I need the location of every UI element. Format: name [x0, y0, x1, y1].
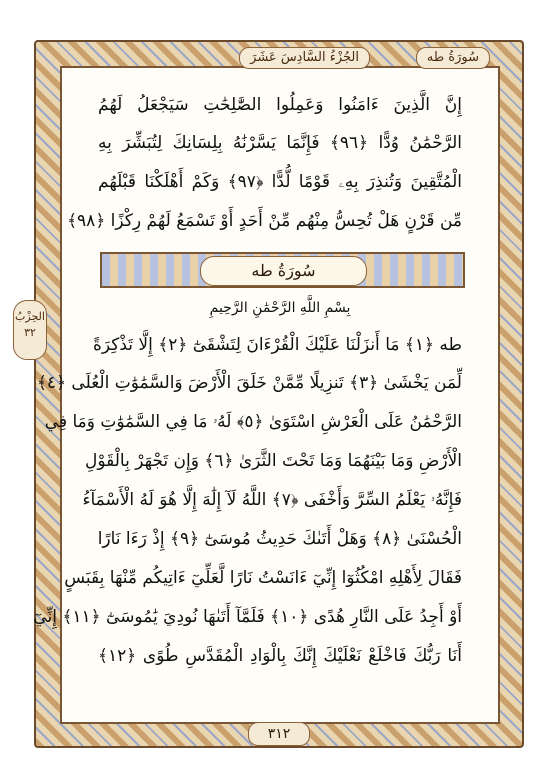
basmala: بِسْمِ اللَّهِ الرَّحْمَٰنِ الرَّحِيمِ	[209, 300, 351, 316]
verse-line: الْأَرْضِ وَمَا بَيْنَهُمَا وَمَا تَحْتَ الثَّرَىٰ ﴿٦﴾ وَإِن تَجْهَرْ بِالْقَوْلِ	[85, 451, 462, 471]
hizb-number: ٣٢	[24, 326, 36, 339]
verse-line: أَنَا رَبُّكَ فَاخْلَعْ نَعْلَيْكَ إِنَّكَ بِالْوَادِ الْمُقَدَّسِ طُوًى ﴿١٢﴾	[98, 646, 462, 666]
surah-title: سُورَةُ طه	[200, 256, 367, 286]
verse-line: إِنَّ الَّذِينَ ءَامَنُوا وَعَمِلُوا الصَّٰلِحَٰتِ سَيَجْعَلُ لَهُمُ	[98, 95, 462, 115]
hizb-marker	[13, 300, 47, 360]
verse-line: طه ﴿١﴾ مَا أَنزَلْنَا عَلَيْكَ الْقُرْءَانَ لِتَشْقَىٰٓ ﴿٢﴾ إِلَّا تَذْكِرَةً	[92, 335, 462, 355]
page-number: ٣١٢	[248, 722, 310, 746]
verse-line: الرَّحْمَٰنُ وُدًّا ﴿٩٦﴾ فَإِنَّمَا يَسَّرْنَٰهُ بِلِسَانِكَ لِتُبَشِّرَ بِهِ	[98, 133, 462, 153]
verse-line: أَوْ أَجِدُ عَلَى النَّارِ هُدًى ﴿١٠﴾ فَلَمَّآ أَتَىٰهَا نُودِيَ يَٰمُوسَىٰٓ ﴿١١﴾ إِنِّيٓ	[33, 607, 462, 627]
verse-line: مِّن قَرْنٍ هَلْ تُحِسُّ مِنْهُم مِّنْ أَحَدٍ أَوْ تَسْمَعُ لَهُمْ رِكْزًا ﴿٩٨﴾	[67, 211, 462, 231]
verse-line: لِّمَن يَخْشَىٰ ﴿٣﴾ تَنزِيلًا مِّمَّنْ خَلَقَ الْأَرْضَ وَالسَّمَٰوَٰتِ الْعُلَى ﴿٤﴾	[36, 373, 462, 393]
hizb-label: الحِزْبُ	[15, 310, 45, 323]
verse-line: الْمُتَّقِينَ وَتُنذِرَ بِهِۦ قَوْمًا لُّدًّا ﴿٩٧﴾ وَكَمْ أَهْلَكْنَا قَبْلَهُم	[98, 172, 462, 192]
verse-line: فَقَالَ لِأَهْلِهِ امْكُثُوٓا إِنِّيٓ ءَانَسْتُ نَارًا لَّعَلِّيٓ ءَاتِيكُم مِّنْهَا بِقَبَسٍ	[64, 568, 462, 588]
verse-line: فَإِنَّهُۥ يَعْلَمُ السِّرَّ وَأَخْفَى ﴿٧﴾ اللَّهُ لَآ إِلَٰهَ إِلَّا هُوَ لَهُ الْأَسْمَآءُ	[82, 490, 462, 510]
verse-line: الرَّحْمَٰنُ عَلَى الْعَرْشِ اسْتَوَىٰ ﴿٥﴾ لَهُۥ مَا فِي السَّمَٰوَٰتِ وَمَا فِي	[44, 412, 462, 432]
verse-line: الْحُسْنَىٰ ﴿٨﴾ وَهَلْ أَتَىٰكَ حَدِيثُ مُوسَىٰٓ ﴿٩﴾ إِذْ رَءَا نَارًا	[97, 529, 462, 549]
surah-header: سُورَةُ طه	[416, 47, 490, 69]
juz-header: الجُزْءُ السَّادِسَ عَشَرَ	[239, 47, 370, 69]
